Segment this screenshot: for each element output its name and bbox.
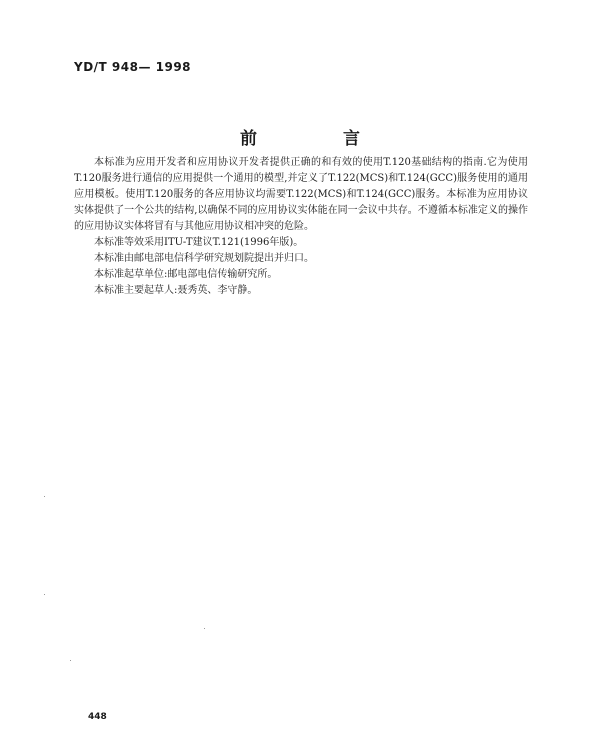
- document-body: [74, 155, 528, 299]
- page-title: 前 言: [240, 129, 400, 149]
- scan-speck: [70, 660, 71, 661]
- paragraph-drafters: 本标准主要起草人:聂秀英、李守静。: [94, 285, 258, 296]
- scan-speck: [204, 628, 205, 629]
- paragraph-purpose: 本标准为应用开发者和应用协议开发者提供正确的和有效的使用T.120基础结构的指南.它为使用T.120服务进行通信的应用提供一个通用的模型,并定义了T.122(MCS)和T.124(GCC)服务使用的通用应用模板。使用T.120服务的各应用协议均需要T.122(MCS)和T.124(GCC)服务。本标准为应用协议实体提供了一个公共的结构,以确保不同的应用协议实体能在同一会议中共存。不遵循本标准定义的操作的应用协议实体将冒有与其他应用协议相冲突的危险。: [74, 157, 528, 232]
- paragraph-proposer: 本标准由邮电部电信科学研究规划院提出并归口。: [94, 253, 314, 264]
- scan-speck: [44, 594, 45, 595]
- scan-speck: [44, 496, 45, 497]
- paragraph-drafting-unit: 本标准起草单位:邮电部电信传输研究所。: [94, 269, 278, 280]
- paragraph-equivalence: 本标准等效采用ITU-T建议T.121(1996年版)。: [94, 237, 304, 248]
- document-code: YD/T 948— 1998: [74, 60, 192, 74]
- page-number: 448: [88, 712, 107, 722]
